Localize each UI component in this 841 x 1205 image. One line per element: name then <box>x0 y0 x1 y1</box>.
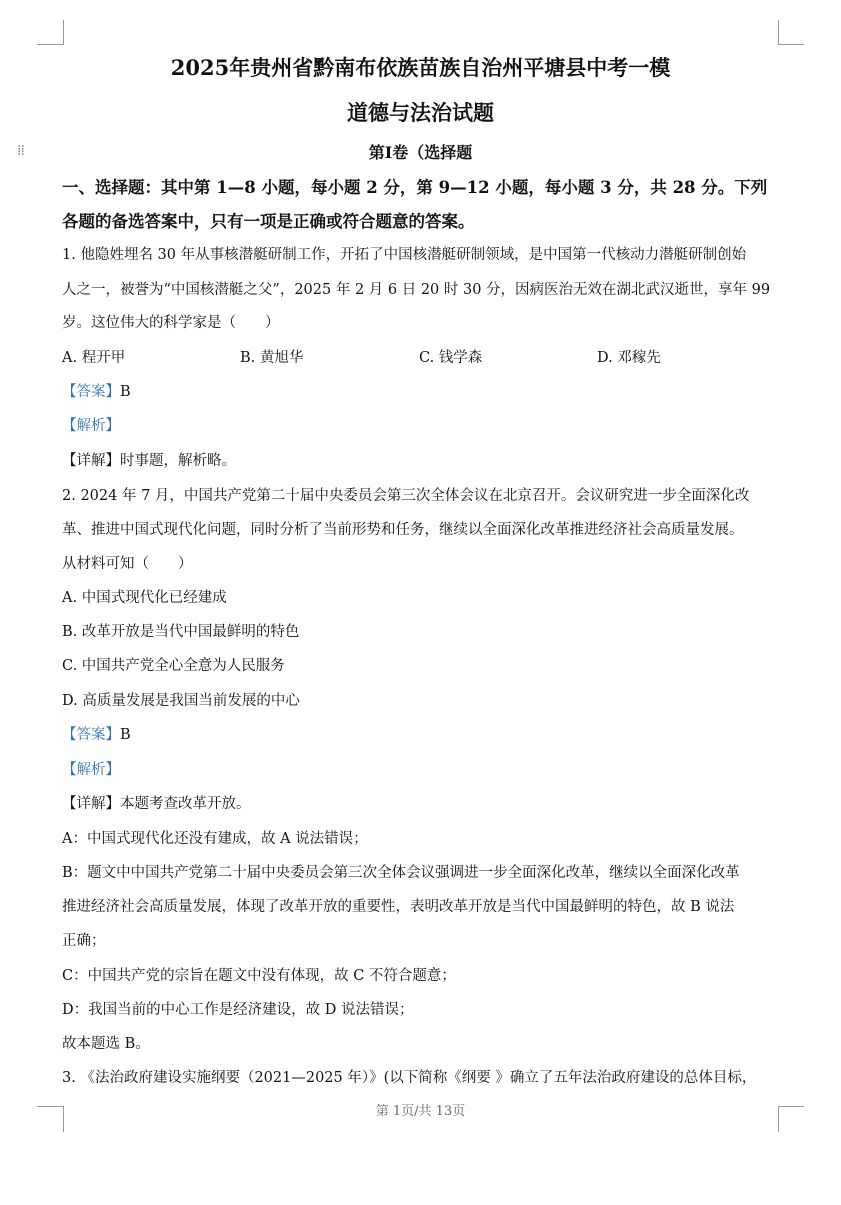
q1-option-a: A. 程开甲 <box>62 350 126 366</box>
q1-analysis-tag: 【解析】 <box>62 418 120 434</box>
q1-option-b: B. 黄旭华 <box>240 350 304 366</box>
q2-detail <box>62 793 782 815</box>
q2-explain-a: A：中国式现代化还没有建成，故 A 说法错误； <box>62 831 368 847</box>
q2-explain-b-line-3: 正确； <box>62 933 106 949</box>
section-instructions-line-2: 各题的备选答案中，只有一项是正确或符合题意的答案。 <box>62 212 475 231</box>
q2-option-a: A. 中国式现代化已经建成 <box>62 590 227 606</box>
detail-tag: 【详解】 <box>62 796 120 812</box>
q2-stem-line-2: 革、推进中国式现代化问题，同时分析了当前形势和任务，继续以全面深化改革推进经济社会高质量发展。 <box>62 522 744 538</box>
q1-stem-line-3: 岁。这位伟大的科学家是（ ） <box>62 315 280 331</box>
q2-answer <box>62 724 782 746</box>
detail-text: 时事题，解析略。 <box>120 453 236 469</box>
q1-option-d: D. 邓稼先 <box>597 350 661 366</box>
detail-text: 本题考查改革开放。 <box>120 796 251 812</box>
answer-tag: 【答案】 <box>62 727 120 743</box>
q2-stem-line-3: 从材料可知（ ） <box>62 556 193 572</box>
q2-explain-c: C：中国共产党的宗旨在题文中没有体现，故 C 不符合题意； <box>62 968 456 984</box>
q1-answer <box>62 381 782 403</box>
q2-option-c: C. 中国共产党全心全意为人民服务 <box>62 658 285 674</box>
q2-conclusion: 故本题选 B。 <box>62 1036 150 1052</box>
answer-value: B <box>120 727 131 743</box>
answer-tag: 【答案】 <box>62 384 120 400</box>
q2-analysis-tag: 【解析】 <box>62 762 120 778</box>
q2-option-b: B. 改革开放是当代中国最鲜明的特色 <box>62 624 300 640</box>
q3-stem-line-1: 3. 《法治政府建设实施纲要（2021—2025 年）》(以下简称《纲要 》确立了五年法治政府建设的总体目标， <box>62 1070 757 1086</box>
q2-explain-d: D：我国当前的中心工作是经济建设，故 D 说法错误； <box>62 1002 414 1018</box>
q1-option-c: C. 钱学森 <box>419 350 483 366</box>
subject-title: 道德与法治试题 <box>347 100 494 125</box>
document-title: 2025年贵州省黔南布依族苗族自治州平塘县中考一模 <box>170 55 671 80</box>
section-instructions-line-1: 一、选择题：其中第 1—8 小题，每小题 2 分，第 9—12 小题，每小题 3 分，共 28 分。下列 <box>62 178 768 197</box>
q2-option-d: D. 高质量发展是我国当前发展的中心 <box>62 693 300 709</box>
q2-explain-b-line-1: B：题文中中国共产党第二十届中央委员会第三次全体会议强调进一步全面深化改革，继续以全面深化改革 <box>62 865 740 881</box>
volume-heading: 第I卷（选择题 <box>368 143 473 162</box>
drag-handle-icon[interactable]: ⁞⁞ <box>17 143 24 159</box>
answer-value: B <box>120 384 131 400</box>
detail-tag: 【详解】 <box>62 453 120 469</box>
q1-stem-line-2: 人之一，被誉为“中国核潜艇之父”，2025 年 2 月 6 日 20 时 30 分，因病医治无效在湖北武汉逝世，享年 99 <box>62 282 771 298</box>
q1-stem-line-1: 1. 他隐姓埋名 30 年从事核潜艇研制工作，开拓了中国核潜艇研制领域，是中国第一代核动力潜艇研制创始 <box>62 247 747 263</box>
page-number: 第 1页/共 13页 <box>375 1104 466 1119</box>
q1-detail <box>62 450 782 472</box>
q2-stem-line-1: 2. 2024 年 7 月，中国共产党第二十届中央委员会第三次全体会议在北京召开。会议研究进一步全面深化改 <box>62 488 750 504</box>
q2-explain-b-line-2: 推进经济社会高质量发展，体现了改革开放的重要性，表明改革开放是当代中国最鲜明的特色，故 B 说法 <box>62 899 735 915</box>
